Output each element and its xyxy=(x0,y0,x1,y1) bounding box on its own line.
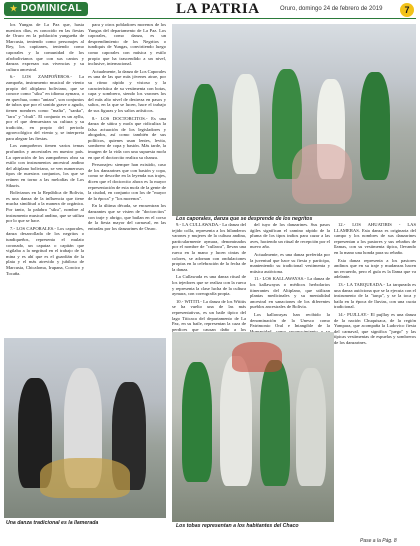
paragraph: para y otros pobladores morenos de los Yungas del departamento de La Paz. Los caporales, como danza, es un desprendimiento de los Negritos o tundiquis de Yungas, convirtiendo luego como caporales con música y estilo propio que ha trascendido a un nivel, inclusive, internacional. xyxy=(88,22,166,67)
paragraph: los Yungas de La Paz que, hasta nuestros días, es conocido en las fiestas de Oruro en la población yungueña de Marcusia, teniendo como personajes al Rey, los capitanes, teniendo como caporales y la comunidad de los afrobolivianos que con sus cantos y danzas expresan sus vivencias y su cultura ancestral. xyxy=(6,22,84,72)
photo-caption-top: Los caporales, danza que se desprende de los negritos xyxy=(176,216,313,222)
paragraph: 9.- LA CULLAWADA.- La danza del tejido colla, representa a los hilanderos varones y mujeres de la cultura andina, particularmente aymara, denominados por el nombre de "cullawa", llevan una rueca en la mano y lucen cintas de colores, se adornan con ondulaciones propias en la celebración de la fecha de la danza. xyxy=(172,222,246,272)
paragraph: Los kallawayas han recibido la denominación de la Unesco como Patrimonio Oral e Intangible de la xyxy=(250,311,330,329)
dateline: Oruro, domingo 24 de febrero de 2019 xyxy=(280,6,383,12)
photo-tobas xyxy=(172,332,334,522)
section-brand xyxy=(4,2,88,16)
page-number-badge: 7 xyxy=(400,3,414,17)
paragraph: 10.- WITITI.- La danza de los Wititis se ha vuelto una de las más representativas, es un baile típico del lago Titicaca del departamento de La Paz, en su baile, representan la caza de perdices que causan daño a los xyxy=(172,298,246,332)
paragraph: 12.- LOS AHUATIRIS - LAS LLAMERAS. Esta danza es originaria del campo y los nombres de sus danzarines representan a los pastores y sus rebaños de llamas, con su vestimenta típica, llevando en la mano una honda para su rebaño. xyxy=(334,222,416,255)
page-header xyxy=(0,0,420,20)
paragraph: Actualmente, la danza de Los Caporales es una de las que más jóvenes atrae, por su ritmo rápido y vistoso y la característica de su vestimenta con botas, capa y sombrero, siendo los varones los del más alto nivel de destreza en pasos y saltos, en la que se lucen, hace el trabajo de sus figuras y los saltos artísticos. xyxy=(88,68,166,113)
continued-note: Pase a la Pág. 8 xyxy=(360,538,397,544)
paragraph: Actualmente, es una danza preferida por la juventud que hace su fiesta y participa, manteniendo su tradicional vestimenta y música autóctona. xyxy=(250,251,330,274)
paragraph: En la última década, se encuentran los danzantes que se visten de "doctorcitos" con traje y abrigo, que bailan en el corso de la fiesta mayor del carnaval, en las entradas por los danzarines de Oruro. xyxy=(88,203,166,231)
paragraph: La Cullawada es una danza ritual de los tejedores que se realiza con la rueca y representa la clase lucha de la cultura aymara, con coreografía propia. xyxy=(172,274,246,297)
paragraph: 13.- LA TARQUEADA.- La tarqueada es una danza autóctona que se la ejecuta con el instrumento de la "tarqa", y se la toca y baila en la época de lluvias, con una cuota tradicional. xyxy=(334,281,416,310)
paragraph: 11.- LOS KALLAWAYAS.- La danza de los kallawayas o médicos herbolarios itinerantes del Altiplano, que utilizan plantas medicinales y su mentalidad ancestral en sanaciones de los diferentes pueblos ancestrales de Bolivia. xyxy=(250,276,330,310)
paragraph: Personajes: siempre han existido, caso de los danzarines que con bastón y copa, como se describe en la leyenda sus trajes, dicen que el doctorcito ahora es la mayor representación de esta mofa de la gente de la ciudad, en conjunto con los de "mayor de la época" y "los morenos". xyxy=(88,162,166,201)
photo-caption-left: Una danza tradicional es la llamerada xyxy=(6,520,99,526)
paragraph: del tuyo de los danzarines. Sus pasos ágiles significan el camino rápido de la pluma de los tipos indios para cazar a las aves, haciendo un ritual de recepción por el nuevo año. xyxy=(250,222,330,250)
newspaper-name: LA PATRIA xyxy=(176,1,260,17)
paragraph: 8.- LOS DOCTORCITOS.- Es una danza de sátira y mofa que ridiculiza la falsa actuación de los legisladores y abogados, así como también de sus políticos, quienes usan lentes, levita, sombrero de copa y bastón. Más tarde, la imagen de la vida con una supuesta mofa en que el doctorcito realiza su chanza. xyxy=(88,115,166,160)
paragraph: Los zampoñeros tienen varios temas profundos y ancestrales en nuestro país. La operación de los zampoñeros obra su estilo con instrumentos ancestral andino del altiplano boliviano, se ven numerosos tipos de nuestros conjuntos, los que se reúnen en torno a las melodías de Los Sikuris. xyxy=(6,143,84,188)
star-icon: ★ xyxy=(9,4,18,13)
paragraph: 6.- LOS ZAMPOÑEROS.- La zampoña, instrumento musical de viento propio del altiplano boliviano, que se conoce como "siku" en idioma aymara, o en quechua, como "antara", son conjuntos de tubos que por el sonido grave o agudo, tienen nombres como "malta", "sanka", "tara" y "chuli". El conjunto es un ayllu, por el que demuestran su cultura y su tradición, en propio del periodo agroecológico del viento y, se interpreta para alegrar las fiestas. xyxy=(6,74,84,141)
paragraph: Esta danza representa a los pastores andinos que en su traje y mudanzas hacen un recuerdo, pero el guía es la llama que va adelante. xyxy=(334,257,416,280)
photo-caporales xyxy=(172,24,416,216)
text-column-5 xyxy=(334,222,416,540)
paragraph: 14.- PUJLLAY.- El pujllay es una danza de la nación Chuquisaca, de la región Yampara, que acompaña la Ludovico fiesta del carnaval, que significa "juego" y las típicas vestimentas de espuelas y sombreros de los danzarines. xyxy=(334,311,416,345)
paragraph: Bolivianos en la República de Bolivia, es una danza de la influencia que tiene mucha similitud a la manera de orgánica. Por tanto, la palabra "siku", nombre al instrumento musical andino, que se utiliza por lo que se hace. xyxy=(6,190,84,224)
photo-caption-mid: Los tobas representan a los habitantes del Chaco xyxy=(176,523,299,529)
paragraph: 7.- LOS CAPORALES.- Los caporales, danza desarrollada de los negritos o tundiqueños, representa el mulato coronado, un capataz o capitán que vigilaba a la negritud en el trabajo de la mina y es ahí que es el guardián de la plata y el más atrevido y jubiloso de Marcusia, Chicaloma, Irupana, Coroico y Tocaña. xyxy=(6,225,84,276)
section-brand-label: DOMINICAL xyxy=(20,3,83,14)
photo-llamerada xyxy=(4,338,166,518)
header-rule xyxy=(4,18,416,19)
